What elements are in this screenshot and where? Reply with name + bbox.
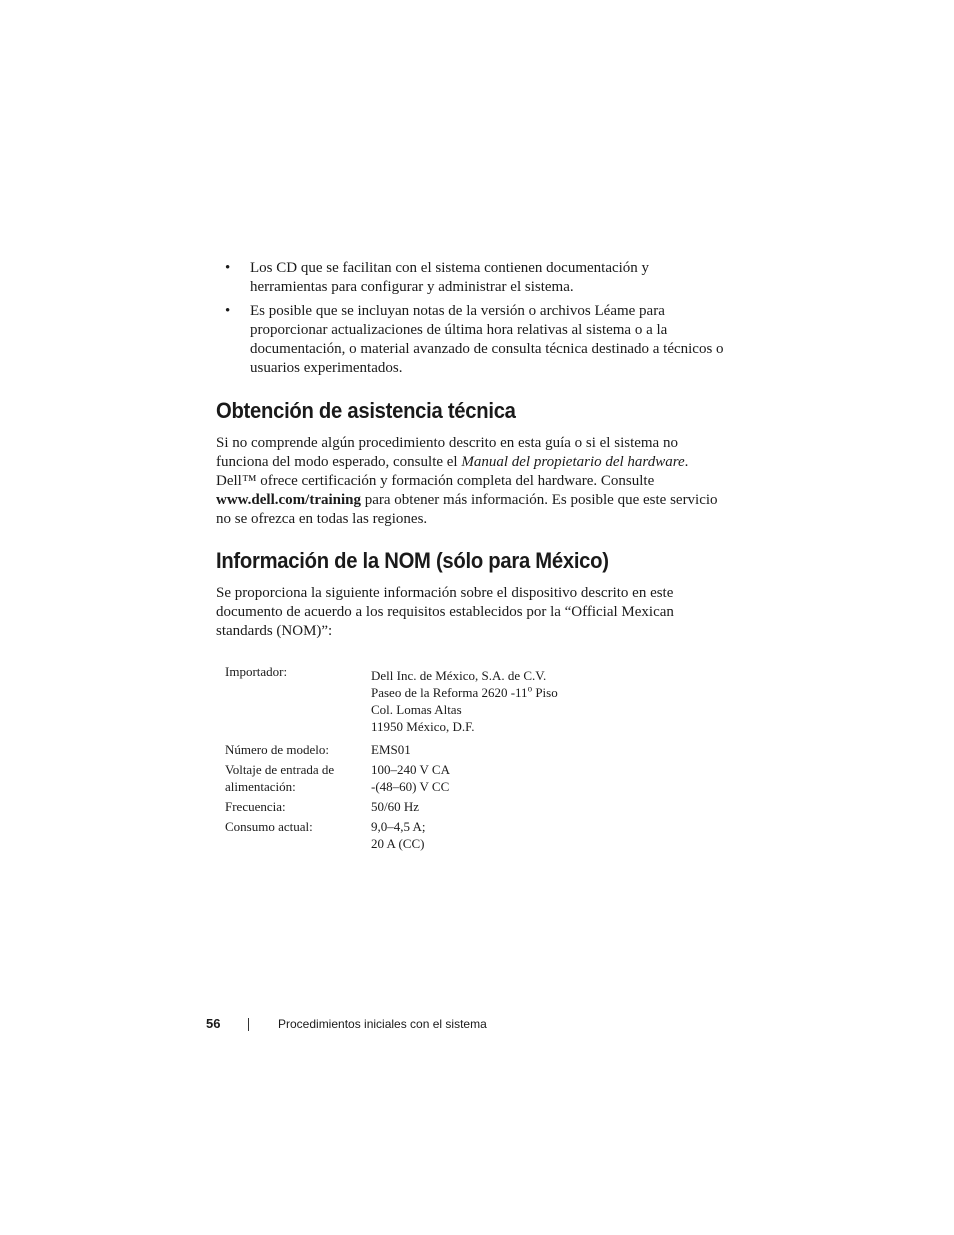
spec-label: Frecuencia:	[225, 799, 286, 814]
spec-value	[371, 663, 645, 735]
paragraph-asistencia	[216, 434, 726, 529]
spec-row-importador	[225, 663, 645, 735]
ordinal-sup: o	[527, 683, 533, 694]
section-heading-nom: Información de la NOM (sólo para México)	[216, 548, 609, 573]
address-line: Col. Lomas Altas	[371, 702, 462, 717]
address-line: Dell Inc. de México, S.A. de C.V.	[371, 668, 547, 683]
spec-value-line: 100–240 V CA	[371, 762, 450, 777]
address-line	[371, 684, 645, 701]
spec-value-line: 20 A (CC)	[371, 836, 425, 851]
list-item	[225, 302, 725, 378]
spec-value: 50/60 Hz	[371, 799, 420, 814]
spec-value	[371, 818, 645, 852]
footer-divider	[248, 1018, 249, 1031]
spec-row-consumo	[225, 818, 645, 852]
bullet-text: Los CD que se facilitan con el sistema contienen documentación y herramientas para configurar y administrar el sistema.	[250, 260, 650, 295]
address-line: 11950 México, D.F.	[371, 719, 475, 734]
bullet-list	[225, 259, 725, 383]
spec-value-line: 9,0–4,5 A;	[371, 819, 426, 834]
paragraph-nom: Se proporciona la siguiente información sobre el dispositivo descrito en este documento de acuerdo a los requisitos establecidos por la “Official Mexican standards (NOM)”:	[216, 585, 674, 639]
list-item	[225, 259, 725, 297]
spec-value	[371, 761, 645, 795]
paragraph-text: . Dell™ ofrece certificación y formación completa del hardware. Consulte	[216, 454, 689, 489]
spec-row-frecuencia	[225, 798, 645, 815]
manual-title: Manual del propietario del hardware	[461, 454, 685, 470]
spec-row-voltaje	[225, 761, 645, 795]
page-number: 56	[206, 1016, 221, 1031]
spec-label-line: Voltaje de entrada de	[225, 762, 335, 777]
address-text: Piso	[532, 685, 558, 700]
spec-label: Número de modelo:	[225, 742, 329, 757]
training-link[interactable]: www.dell.com/training	[216, 492, 361, 508]
paragraph-text: Si no comprende algún procedimiento descrito en esta guía o si el sistema no funciona del modo esperado, consulte el	[216, 435, 678, 470]
bullet-icon: •	[225, 260, 231, 276]
spec-row-modelo	[225, 741, 645, 758]
spec-value: EMS01	[371, 742, 411, 757]
footer-title: Procedimientos iniciales con el sistema	[278, 1017, 487, 1031]
spec-value-line: -(48–60) V CC	[371, 779, 450, 794]
paragraph-text: para obtener más información. Es posible que este servicio no se ofrezca en todas las regiones.	[216, 492, 718, 527]
spec-label-line: alimentación:	[225, 779, 296, 794]
spec-label	[225, 761, 371, 795]
section-heading-asistencia: Obtención de asistencia técnica	[216, 398, 516, 423]
bullet-text: Es posible que se incluyan notas de la versión o archivos Léame para proporcionar actualizaciones de última hora relativas al sistema o a la documentación, o material avanzado de consulta técnica destinado a técnicos o usuarios experimentados.	[250, 303, 724, 376]
spec-table	[225, 663, 645, 855]
address-text: Paseo de la Reforma 2620 -11	[371, 685, 528, 700]
spec-label: Importador:	[225, 664, 288, 679]
spec-label: Consumo actual:	[225, 819, 313, 834]
bullet-icon: •	[225, 303, 231, 319]
